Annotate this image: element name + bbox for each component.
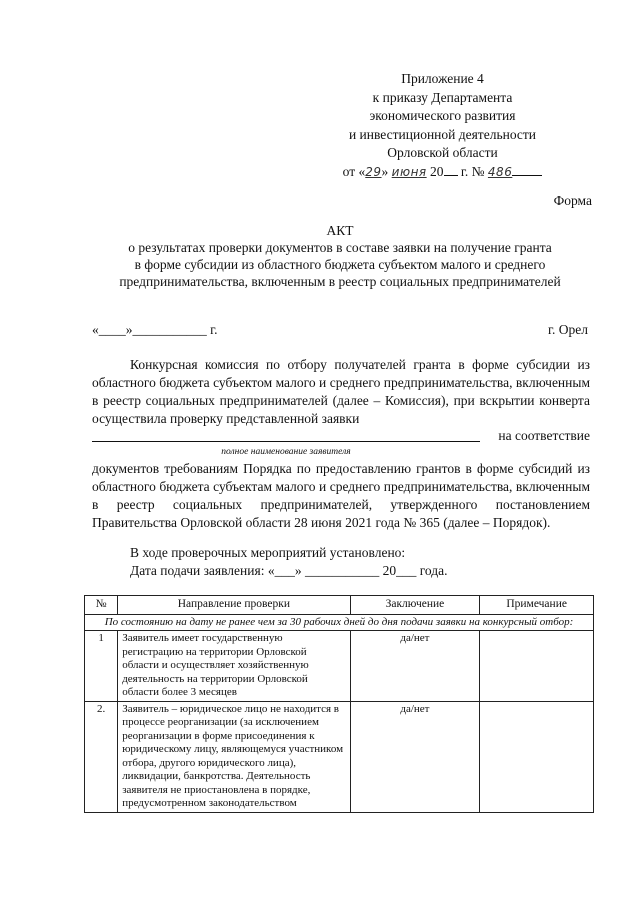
established-line: В ходе проверочных мероприятий установлено: (130, 545, 406, 560)
paragraph-commission (92, 356, 590, 428)
table-subheader: По состоянию на дату не ранее чем за 30 рабочих дней до дня подачи заявки на конкурсный отбор: (85, 614, 594, 631)
order-year-blank (444, 163, 458, 176)
table-row (85, 701, 594, 812)
header-conclusion: Заключение (350, 596, 480, 615)
paragraph-requirements-text: документов требованиям Порядка по предоставлению грантов в форме субсидий из областного бюджета субъектам малого и среднего предпринимательства, включенным в реестр социальных предпринимателей, утвержденного постановлением Правительства Орловской области 28 июня 2021 года № 365 (далее – Порядок). (92, 461, 590, 530)
row-note (480, 701, 594, 812)
order-number-blank (512, 163, 542, 176)
appendix-region: Орловской области (387, 145, 498, 160)
order-number-label: г. № (460, 163, 485, 179)
table-subheader-row (85, 614, 594, 631)
fill-tail-text: на соответствие (498, 428, 590, 443)
header-number: № (85, 596, 118, 615)
order-month: июня (391, 164, 427, 179)
act-title (80, 222, 600, 290)
paragraph-requirements (92, 460, 590, 532)
applicant-name-line (92, 441, 480, 442)
appendix-order-ref: к приказу Департамента (372, 89, 513, 105)
row-number: 1 (85, 631, 118, 702)
paragraph-commission-text: Конкурсная комиссия по отбору получателей гранта в форме субсидии из областного бюджета субъектом малого и среднего предпринимательства, включенным в реестр социальных предпринимателей (далее – Комиссия), при вскрытии конверта осуществила проверку представленной заявки (92, 357, 590, 426)
row-conclusion: да/нет (350, 701, 480, 812)
act-title-line3: предпринимательства, включенным в реестр социальных предпринимателей (119, 274, 561, 289)
checks-table (84, 595, 594, 813)
applicant-caption: полное наименование заявителя (221, 447, 351, 457)
order-year-prefix: 20 (430, 163, 444, 179)
row-conclusion: да/нет (350, 631, 480, 702)
act-date-blank: «____»___________ г. (92, 322, 218, 337)
order-number: 486 (487, 164, 513, 179)
row-note (480, 631, 594, 702)
appendix-department-2: и инвестиционной деятельности (348, 126, 537, 142)
order-date-line (300, 163, 585, 182)
act-heading: АКТ (326, 223, 354, 238)
applicant-fill-row (92, 428, 590, 446)
row-number: 2. (85, 701, 118, 812)
header-direction: Направление проверки (118, 596, 350, 615)
table-header-row (85, 596, 594, 615)
act-title-line1: о результатах проверки документов в составе заявки на получение гранта (128, 240, 552, 255)
form-label: Форма (553, 193, 592, 208)
table-row (85, 631, 594, 702)
appendix-header (300, 70, 585, 181)
act-city: г. Орел (548, 322, 588, 337)
row-direction: Заявитель имеет государственную регистрацию на территории Орловской области и осуществляет хозяйственную деятельность на территории Орловской области более 3 месяцев (118, 631, 350, 702)
order-quote-close: » (381, 163, 389, 179)
act-title-line2: в форме субсидии из областного бюджета субъектом малого и среднего (134, 257, 546, 272)
appendix-department: экономического развития (369, 108, 516, 123)
submission-date-line: Дата подачи заявления: «___» ___________ 20___ года. (130, 563, 448, 578)
appendix-title: Приложение 4 (401, 71, 484, 86)
order-prefix: от « (342, 163, 366, 179)
order-day: 29 (365, 164, 382, 179)
row-direction: Заявитель – юридическое лицо не находится в процессе реорганизации (за исключением реорганизации в форме присоединения к юридическому лицу, являющемуся участником отбора, другого юридического лица), ликвидации, банкротства. Деятельность заявителя не приостановлена в порядке, предусмотренном законодательством (118, 701, 350, 812)
header-note: Примечание (480, 596, 594, 615)
